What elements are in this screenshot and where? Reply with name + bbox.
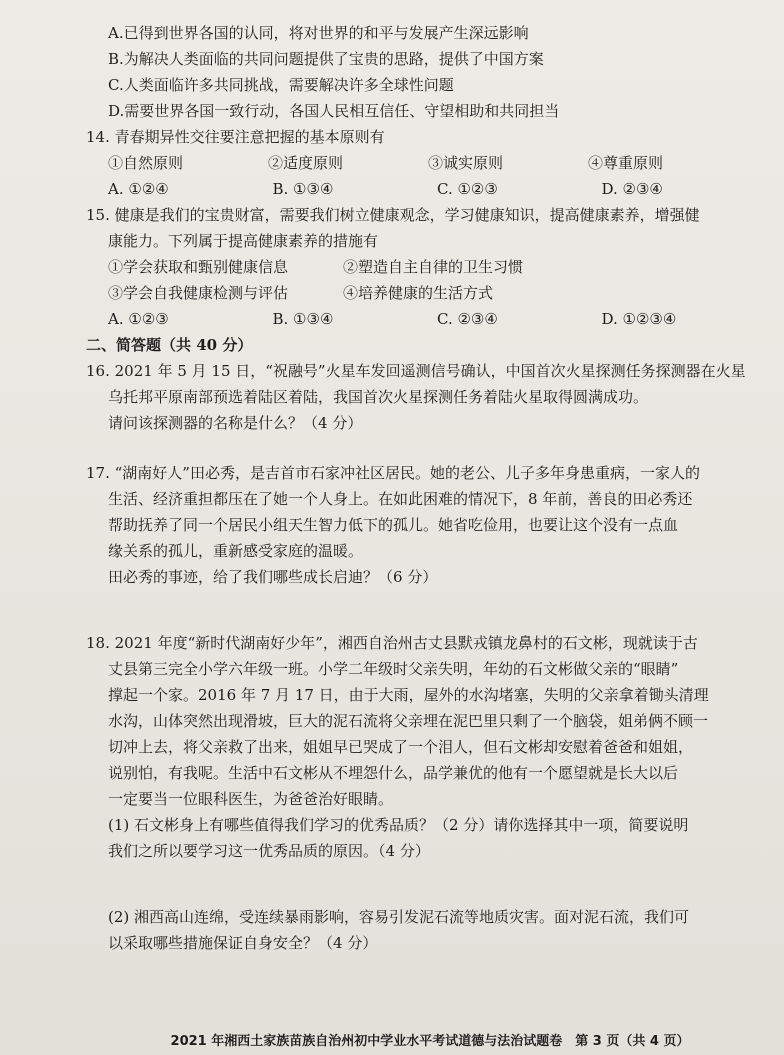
page-footer: 2021 年湘西土家族苗族自治州初中学业水平考试道德与法治试题卷 第 3 页（共 4 页）	[170, 1034, 690, 1049]
q13-option-c: C.人类面临许多共同挑战，需要解决许多全球性问题	[108, 76, 454, 94]
question-17	[86, 460, 766, 590]
q17-line: 生活、经济重担都压在了她一个人身上。在如此困难的情况下，8 年前，善良的田必秀还	[108, 490, 693, 508]
question-14	[86, 124, 766, 202]
q15-choice-d: D. ①②③④	[601, 310, 677, 328]
answer-space	[86, 436, 766, 460]
q18-line: 水沟，山体突然出现滑坡，巨大的泥石流将父亲埋在泥巴里只剩了一个脑袋，姐弟俩不顾一	[108, 712, 709, 730]
answer-space	[86, 864, 766, 904]
q14-items	[86, 150, 766, 176]
q15-stem-line: 15. 健康是我们的宝贵财富，需要我们树立健康观念，学习健康知识，提高健康素养，增强健	[86, 206, 700, 224]
q14-choice-c: C. ①②③	[437, 180, 498, 198]
q18-line: 一定要当一位眼科医生，为爸爸治好眼睛。	[108, 790, 394, 808]
question-16	[86, 358, 766, 436]
q18-sub1-line: 我们之所以要学习这一优秀品质的原因。（4 分）	[108, 842, 430, 860]
q16-line: 16. 2021 年 5 月 15 日，“祝融号”火星车发回遥测信号确认，中国首次火星探测任务探测器在火星	[86, 362, 746, 380]
q13-option-b: B.为解决人类面临的共同问题提供了宝贵的思路，提供了中国方案	[108, 50, 544, 68]
question-18	[86, 630, 766, 956]
q15-item: ②塑造自主自律的卫生习惯	[343, 258, 524, 276]
q13-option-a: A.已得到世界各国的认同，将对世界的和平与发展产生深远影响	[108, 24, 529, 42]
q16-prompt: 请问该探测器的名称是什么？（4 分）	[108, 414, 363, 432]
answer-space	[86, 590, 766, 630]
q18-sub2-line: (2) 湘西高山连绵，受连续暴雨影响，容易引发泥石流等地质灾害。面对泥石流，我们可	[108, 908, 690, 926]
q15-items-row	[86, 280, 766, 306]
q13-option-d: D.需要世界各国一致行动，各国人民相互信任、守望相助和共同担当	[108, 102, 560, 120]
question-15	[86, 202, 766, 332]
q15-stem-line: 康能力。下列属于提高健康素养的措施有	[108, 232, 379, 250]
q14-item: ①自然原则	[108, 154, 184, 172]
q15-choices	[86, 306, 766, 332]
q14-item: ④尊重原则	[588, 154, 664, 172]
q15-choice-c: C. ②③④	[437, 310, 498, 328]
q15-choice-a: A. ①②③	[108, 310, 169, 328]
q18-line: 18. 2021 年度“新时代湖南好少年”，湘西自治州古丈县默戎镇龙鼻村的石文彬，现就读于古	[86, 634, 698, 652]
q14-item: ②适度原则	[268, 154, 344, 172]
q18-line: 撑起一个家。2016 年 7 月 17 日，由于大雨，屋外的水沟堵塞，失明的父亲拿着锄头清理	[108, 686, 709, 704]
q15-items-row	[86, 254, 766, 280]
q17-prompt: 田必秀的事迹，给了我们哪些成长启迪？（6 分）	[108, 568, 438, 586]
q18-sub1-line: (1) 石文彬身上有哪些值得我们学习的优秀品质？（2 分）请你选择其中一项，简要说明	[108, 816, 689, 834]
q15-item: ①学会获取和甄别健康信息	[108, 258, 289, 276]
q14-choice-d: D. ②③④	[601, 180, 663, 198]
q14-choice-b: B. ①③④	[272, 180, 334, 198]
q18-line: 丈县第三完全小学六年级一班。小学二年级时父亲失明，年幼的石文彬做父亲的“眼睛”	[108, 660, 679, 678]
q18-line: 说别怕，有我呢。生活中石文彬从不埋怨什么，品学兼优的他有一个愿望就是长大以后	[108, 764, 679, 782]
q17-line: 缘关系的孤儿，重新感受家庭的温暖。	[108, 542, 364, 560]
q17-line: 帮助抚养了同一个居民小组天生智力低下的孤儿。她省吃俭用，也要让这个没有一点血	[108, 516, 679, 534]
section-heading: 二、简答题（共 40 分）	[86, 336, 253, 354]
q14-choices	[86, 176, 766, 202]
q14-choice-a: A. ①②④	[108, 180, 169, 198]
q18-sub2-line: 以采取哪些措施保证自身安全？（4 分）	[108, 934, 378, 952]
q14-stem: 14. 青春期异性交往要注意把握的基本原则有	[86, 128, 385, 146]
q13-options	[86, 20, 766, 124]
page-content	[86, 20, 766, 956]
q15-item: ④培养健康的生活方式	[343, 284, 494, 302]
q14-item: ③诚实原则	[428, 154, 504, 172]
q18-line: 切冲上去，将父亲救了出来，姐姐早已哭成了一个泪人，但石文彬却安慰着爸爸和姐姐，	[108, 738, 694, 756]
q17-line: 17. “湖南好人”田必秀，是吉首市石家冲社区居民。她的老公、儿子多年身患重病，一家人的	[86, 464, 700, 482]
q15-item: ③学会自我健康检测与评估	[108, 284, 289, 302]
q15-choice-b: B. ①③④	[272, 310, 334, 328]
q16-line: 乌托邦平原南部预选着陆区着陆，我国首次火星探测任务着陆火星取得圆满成功。	[108, 388, 649, 406]
